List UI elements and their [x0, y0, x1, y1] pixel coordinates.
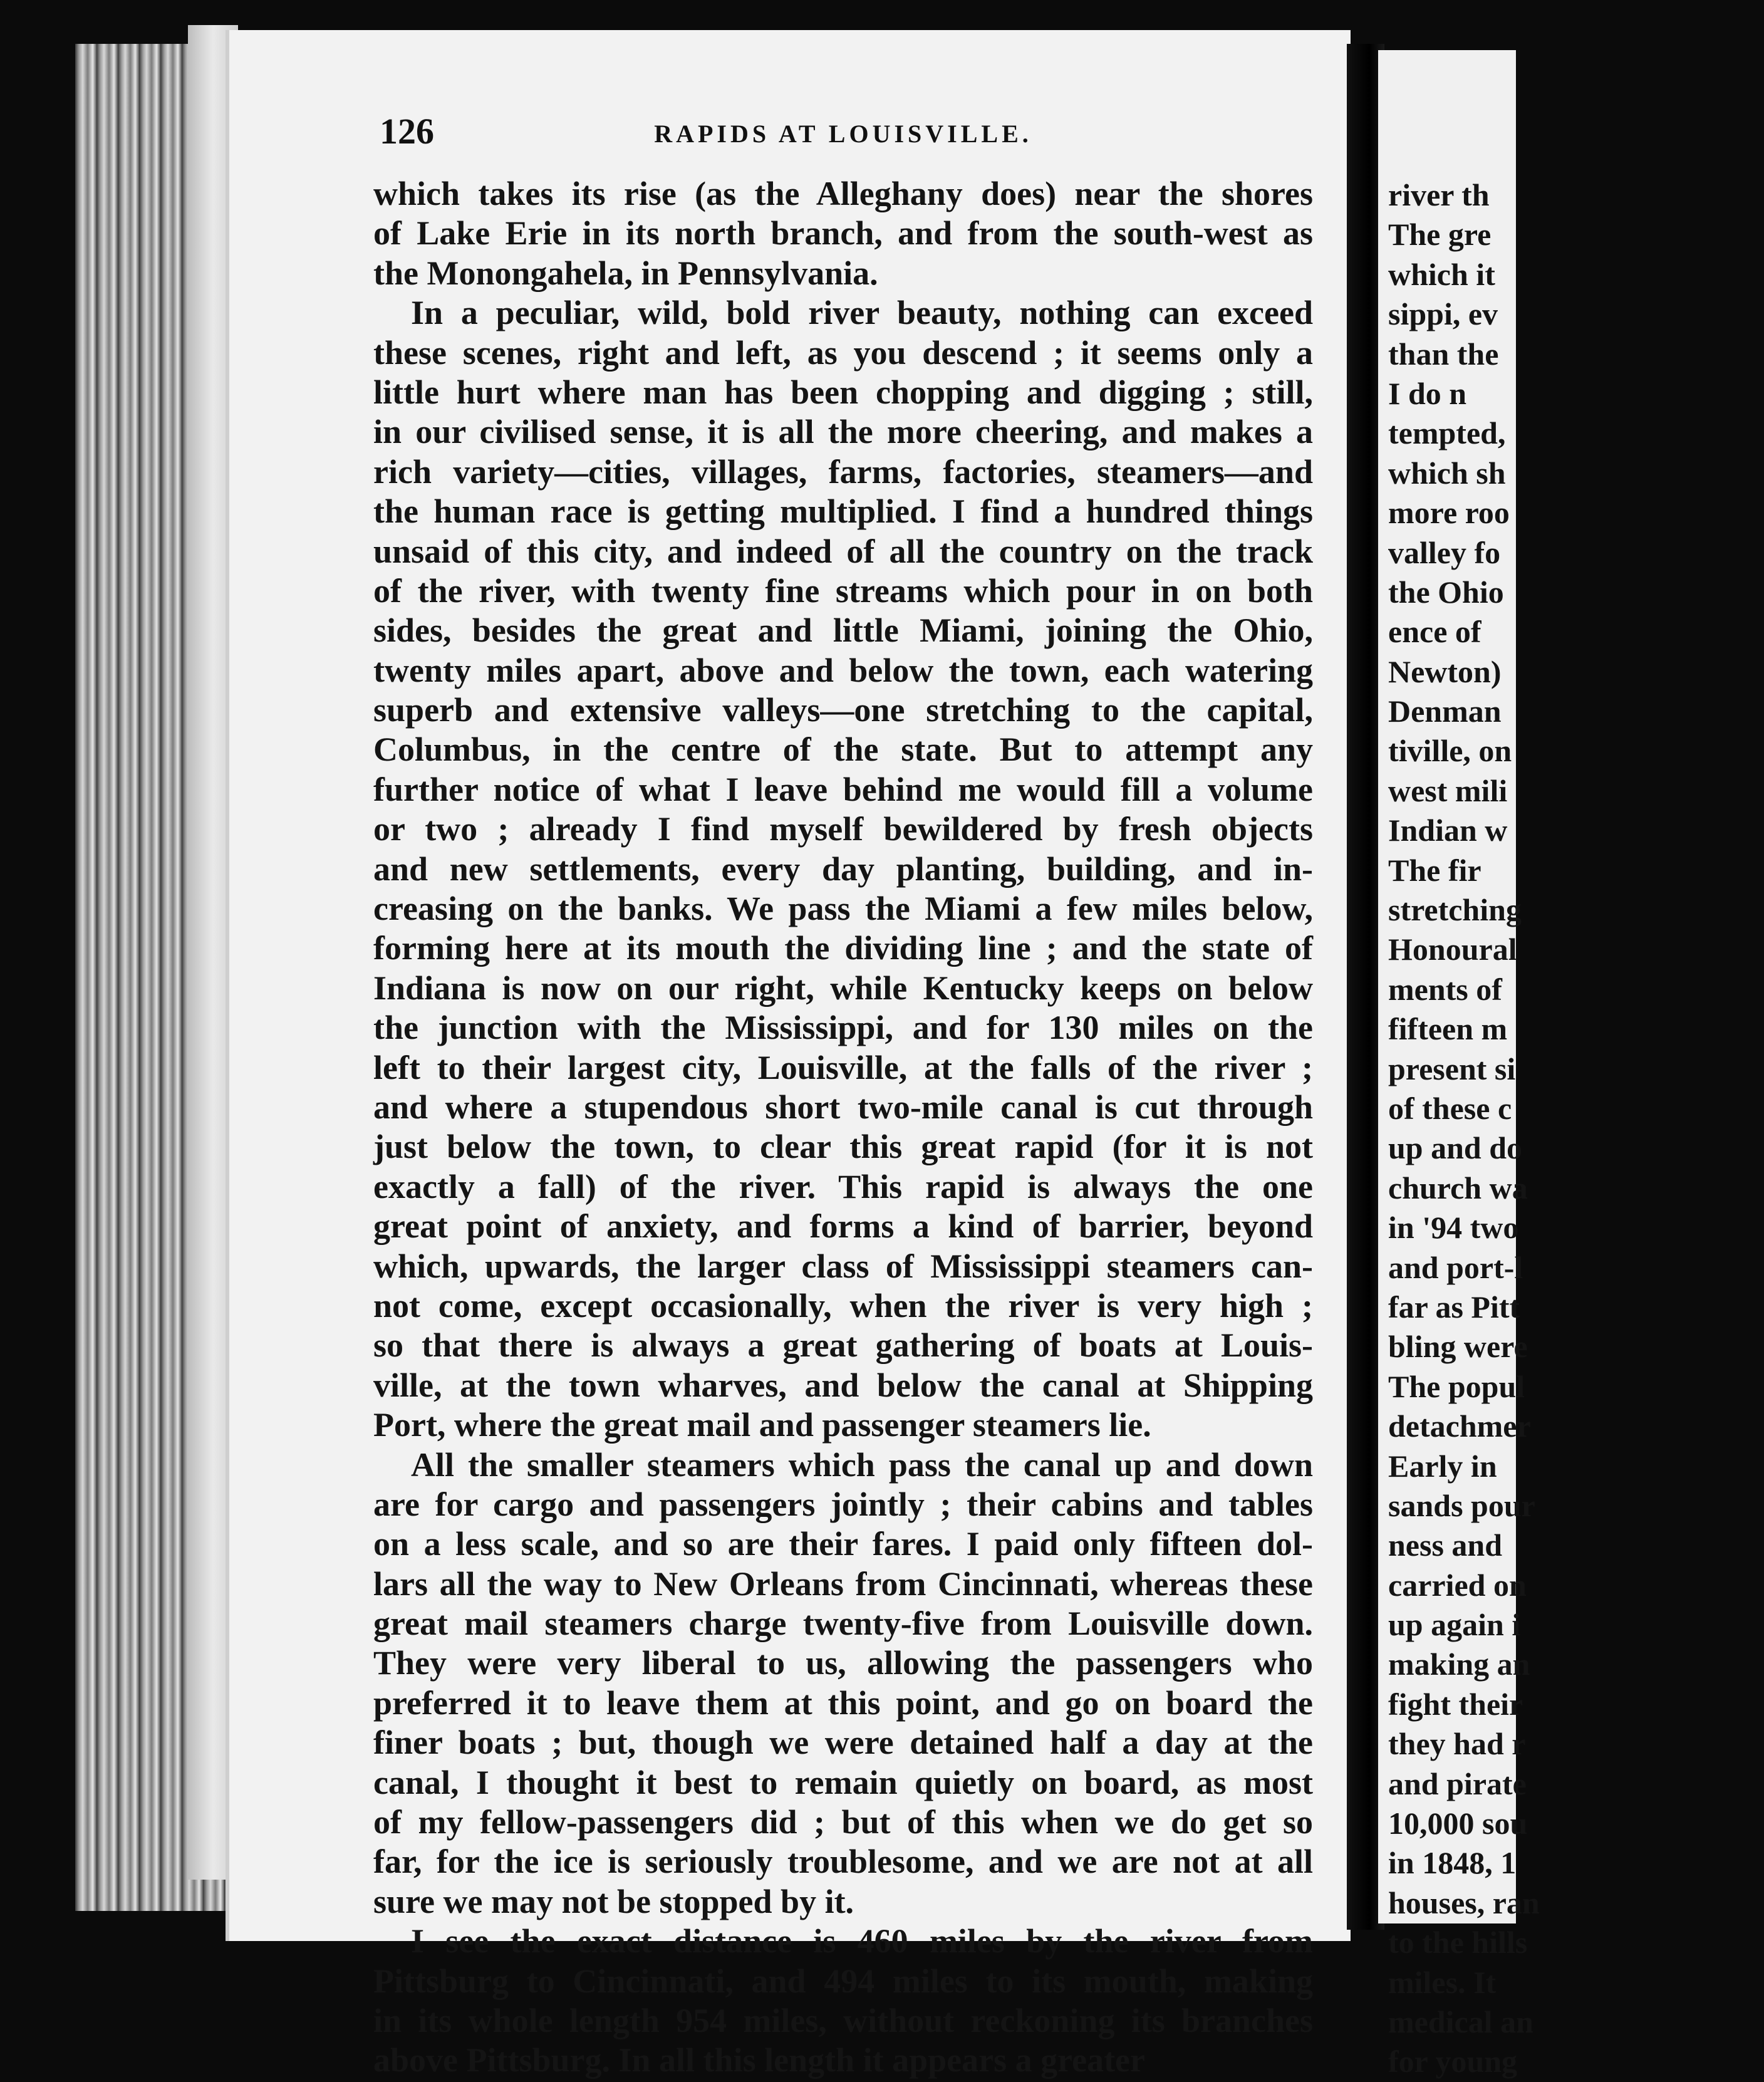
text-line: creasing on the banks. We pass the Miami a few miles below, — [373, 890, 1313, 928]
right-page-line: The gre — [1388, 217, 1492, 252]
text-line: rich variety—cities, villages, farms, factories, steamers—and — [373, 452, 1313, 491]
text-line: great mail steamers charge twenty-five from Louisville down. — [373, 1605, 1313, 1643]
right-page-line: ments of — [1388, 971, 1502, 1007]
text-line: not come, except occasionally, when the river is very high ; — [373, 1286, 1313, 1325]
right-page-line: miles. It — [1388, 1964, 1497, 2000]
right-page-line: up again i — [1388, 1607, 1521, 1643]
right-page-line: ence of — [1388, 614, 1481, 650]
text-line: canal, I thought it best to remain quietly on board, as most — [373, 1763, 1313, 1801]
right-page-line: houses, ran — [1388, 1885, 1540, 1920]
page-number: 126 — [380, 111, 434, 152]
right-page-line: which sh — [1388, 455, 1506, 491]
text-line: preferred it to leave them at this point, and go on board the — [373, 1684, 1313, 1722]
right-page-line: The popul — [1388, 1368, 1525, 1404]
right-page-line: sippi, ev — [1388, 296, 1498, 332]
text-line: so that there is always a great gathering of boats at Louis- — [373, 1326, 1313, 1365]
text-line: Columbus, in the centre of the state. But to attempt any — [373, 731, 1313, 769]
right-page-line: than the — [1388, 336, 1499, 372]
text-line: of my fellow-passengers did ; but of this when we do get so — [373, 1803, 1313, 1841]
text-line: of the river, with twenty fine streams which pour in on both — [373, 571, 1313, 610]
right-page-line: more roo — [1388, 495, 1510, 531]
right-page-line: the Ohio — [1388, 574, 1504, 610]
text-line: superb and extensive valleys—one stretching to the capital, — [373, 691, 1313, 729]
right-page-line: for young — [1388, 2044, 1518, 2079]
text-line: of Lake Erie in its north branch, and from the south-west as — [373, 214, 1313, 252]
text-line: I see the exact distance is 460 miles by the river from — [411, 1922, 1313, 1960]
right-page-line: they had r — [1388, 1726, 1526, 1762]
right-page-line: carried on — [1388, 1567, 1527, 1603]
text-line: left to their largest city, Louisville, at the falls of the river ; — [373, 1048, 1313, 1086]
right-page-line: Honoural — [1388, 932, 1517, 967]
right-page-line: in '94 two — [1388, 1210, 1519, 1246]
right-page-line: up and do — [1388, 1130, 1523, 1166]
running-head: RAPIDS AT LOUISVILLE. — [654, 120, 1032, 148]
text-line: which, upwards, the larger class of Mississippi steamers can- — [373, 1247, 1313, 1285]
right-page-line: bling were — [1388, 1329, 1528, 1365]
right-page-line: far as Pitt — [1388, 1289, 1520, 1325]
right-page-line: of these c — [1388, 1090, 1512, 1126]
text-line: ville, at the town wharves, and below the canal at Shipping — [373, 1366, 1313, 1404]
right-page-line: fight their — [1388, 1686, 1523, 1722]
text-line: twenty miles apart, above and below the town, each watering — [373, 651, 1313, 689]
right-page-line: sands pour — [1388, 1487, 1535, 1523]
text-line: unsaid of this city, and indeed of all the country on the track — [373, 532, 1313, 570]
right-page-line: Early in — [1388, 1448, 1497, 1484]
right-page-line: The fir — [1388, 852, 1481, 888]
right-page-line: present si — [1388, 1051, 1516, 1086]
text-line: little hurt where man has been chopping and digging ; still, — [373, 373, 1313, 411]
text-line: on a less scale, and so are their fares. I paid only fifteen dol- — [373, 1525, 1313, 1563]
page-header — [380, 110, 1307, 160]
text-line: All the smaller steamers which pass the canal up and down — [411, 1445, 1313, 1484]
right-page-line: and pirate — [1388, 1766, 1527, 1801]
left-page — [226, 30, 1351, 2079]
text-line: exactly a fall) of the river. This rapid is always the one — [373, 1167, 1313, 1205]
text-line: just below the town, to clear this great rapid (for it is not — [373, 1128, 1313, 1166]
right-page-line: in 1848, 1 — [1388, 1845, 1517, 1881]
right-page-line: 10,000 sou — [1388, 1806, 1528, 1841]
right-page-line: tiville, on — [1388, 733, 1512, 769]
text-line: Pittsburg to Cincinnati, and 494 miles to its mouth, making — [373, 1962, 1313, 2000]
text-line: Port, where the great mail and passenger steamers lie. — [373, 1406, 1151, 1444]
text-line: in its whole length 954 miles, without reckoning its branches — [373, 2001, 1313, 2039]
text-line: They were very liberal to us, allowing the passengers who — [373, 1644, 1313, 1682]
right-page-line: to the hills — [1388, 1925, 1528, 1960]
right-page-line: making an — [1388, 1647, 1530, 1682]
text-line: the junction with the Mississippi, and for 130 miles on the — [373, 1009, 1313, 1047]
text-line: the Monongahela, in Pennsylvania. — [373, 254, 878, 292]
text-line: Indiana is now on our right, while Kentucky keeps on below — [373, 969, 1313, 1007]
text-line: finer boats ; but, though we were detained half a day at the — [373, 1724, 1313, 1762]
text-line: above Pittsburg. In all this length it appears a greater — [373, 2041, 1145, 2079]
right-page-line: fifteen m — [1388, 1011, 1508, 1047]
text-line: lars all the way to New Orleans from Cincinnati, whereas these — [373, 1564, 1313, 1603]
text-line: far, for the ice is seriously troublesome, and we are not at all — [373, 1843, 1313, 1881]
right-page-line: tempted, — [1388, 415, 1506, 451]
right-page-text — [1388, 175, 1764, 2082]
right-page-line: ness and — [1388, 1528, 1503, 1563]
right-page — [1378, 50, 1540, 2079]
text-line: which takes its rise (as the Alleghany does) near the shores — [373, 175, 1313, 212]
text-line: and where a stupendous short two-mile canal is cut through — [373, 1088, 1313, 1126]
text-line: sides, besides the great and little Miami, joining the Ohio, — [373, 612, 1313, 650]
text-line: the human race is getting multiplied. I find a hundred things — [373, 492, 1313, 531]
text-line: forming here at its mouth the dividing line ; and the state of — [373, 929, 1313, 967]
text-line: In a peculiar, wild, bold river beauty, nothing can exceed — [411, 294, 1313, 332]
text-line: further notice of what I leave behind me would fill a volume — [373, 770, 1313, 808]
right-page-line: Denman — [1388, 694, 1502, 729]
text-line: are for cargo and passengers jointly ; their cabins and tables — [373, 1485, 1313, 1523]
right-page-line: stretching — [1388, 892, 1522, 928]
right-page-line: Indian w — [1388, 813, 1508, 848]
right-page-line: river th — [1388, 177, 1490, 212]
right-page-line: which it — [1388, 256, 1495, 292]
text-line: great point of anxiety, and forms a kind of barrier, beyond — [373, 1207, 1313, 1246]
right-page-line: I do n — [1388, 375, 1467, 411]
body-text — [373, 174, 1313, 2081]
right-page-line: medical an — [1388, 2004, 1533, 2039]
right-page-line: valley fo — [1388, 534, 1501, 570]
right-page-line: and port-l — [1388, 1249, 1523, 1285]
text-line: these scenes, right and left, as you descend ; it seems only a — [373, 333, 1313, 372]
text-line: in our civilised sense, it is all the more cheering, and makes a — [373, 413, 1313, 451]
right-page-line: detachmer — [1388, 1408, 1531, 1444]
right-page-line: west mili — [1388, 773, 1508, 808]
text-line: and new settlements, every day planting, building, and in- — [373, 850, 1313, 888]
text-line: or two ; already I find myself bewildered by fresh objects — [373, 810, 1313, 848]
right-page-line: church wa — [1388, 1170, 1528, 1205]
right-page-line: Newton) — [1388, 653, 1502, 689]
text-line: sure we may not be stopped by it. — [373, 1882, 854, 1920]
